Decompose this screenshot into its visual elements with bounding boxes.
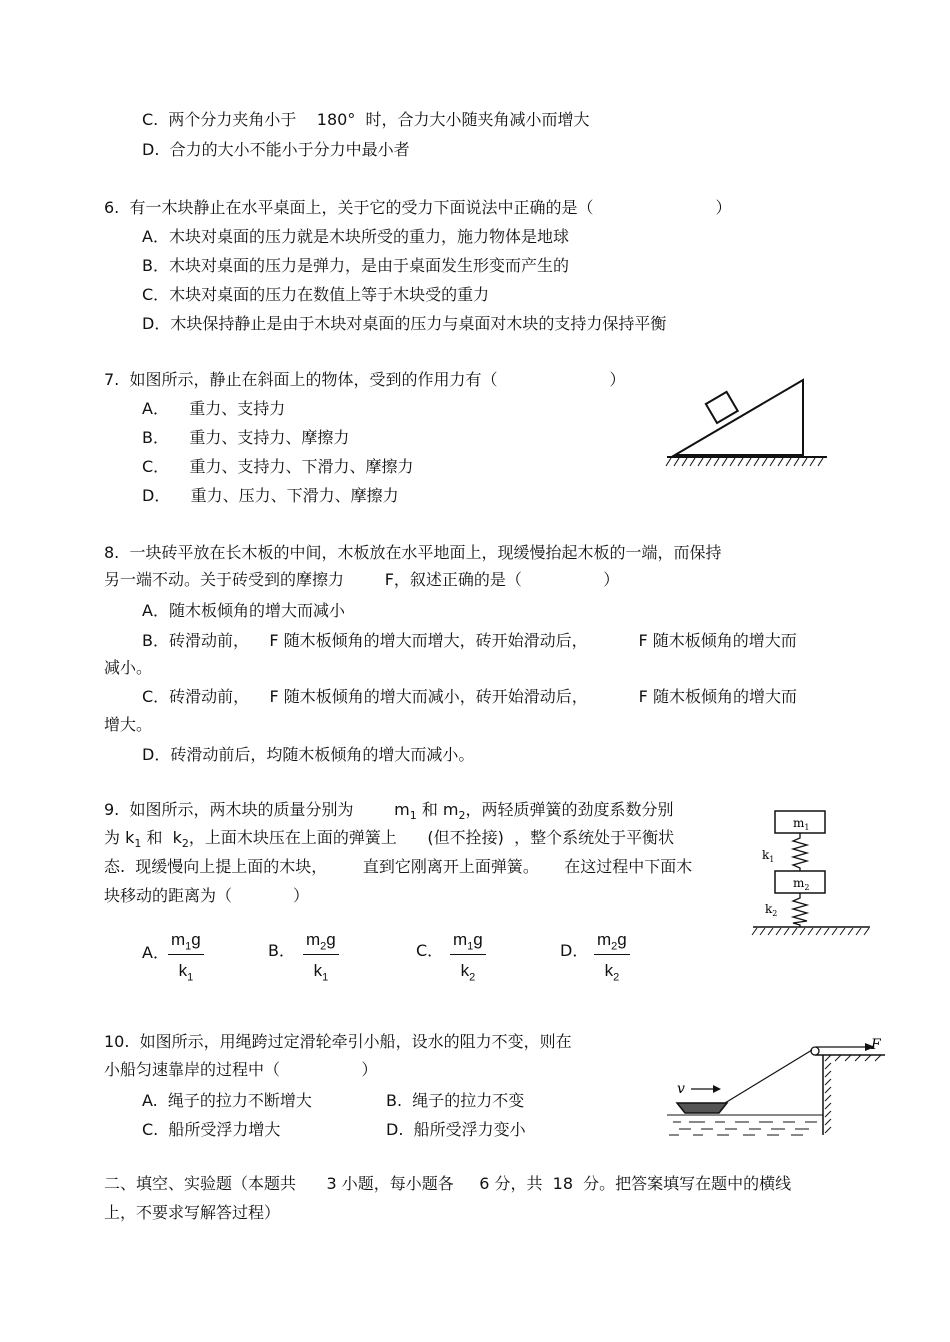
svg-text:m2: $m_2$ [793,876,810,892]
q9-option-a-label: A． [142,943,169,962]
section2-heading-line2: 上，不要求写解答过程） [104,1203,281,1222]
svg-text:k2: $k_2$ [765,902,778,918]
incline-triangle [675,380,803,455]
block-on-incline [706,392,738,423]
q7-stem: 7. 如图所示，静止在斜面上的物体，受到的作用力有（ ） [104,370,626,389]
q8-option-c-line2: 增大。 [104,715,153,734]
q8-stem-line2: 另一端不动。关于砖受到的摩擦力 F，叙述正确的是（ ） [104,570,620,589]
mass-m2: $m_2$ [442,800,466,823]
q7-option-c: C． 重力、支持力、下滑力、摩擦力 [142,457,414,476]
bank-hatch [825,1055,881,1133]
svg-text:k1: $k_1$ [762,848,775,864]
section2-heading-line1: 二、填空、实验题（本题共 3 小题，每小题各 6 分，共 18 分。把答案填写在题中的横线 [104,1174,792,1193]
q8-stem-line1: 8. 一块砖平放在长木板的中间，木板放在水平地面上，现缓慢抬起木板的一端，而保持 [104,543,722,562]
q5-option-c: C. 两个分力夹角小于 180° 时，合力大小随夹角减小而增大 [142,110,590,129]
q8-option-a: A．随木板倾角的增大而减小 [142,601,345,620]
q10-option-a: A. 绳子的拉力不断增大 [142,1091,312,1110]
q8-option-d: D．砖滑动前后，均随木板倾角的增大而减小。 [142,745,475,764]
ground-hatch [666,458,823,466]
q6-stem: 6. 有一木块静止在水平桌面上，关于它的受力下面说法中正确的是（ ） [104,198,732,217]
boat [677,1103,727,1113]
incline-figure [665,375,835,470]
boat-pulley-figure [665,1035,890,1140]
q7-option-b: B． 重力、支持力、摩擦力 [142,428,350,447]
q7-option-d: D． 重力、压力、下滑力、摩擦力 [142,486,399,505]
q6-option-a: A．木块对桌面的压力就是木块所受的重力，施力物体是地球 [142,227,569,246]
spring-k1 [793,833,807,871]
q9-option-b-label: B． [268,941,295,960]
q6-option-d: D．木块保持静止是由于木块对桌面的压力与桌面对木块的支持力保持平衡 [142,314,667,333]
ground-hatch [752,928,869,935]
pulley [811,1047,819,1055]
q6-option-b: B．木块对桌面的压力是弹力，是由于桌面发生形变而产生的 [142,256,569,275]
q10-option-d: D. 船所受浮力变小 [386,1120,526,1139]
q7-option-a: A． 重力、支持力 [142,399,286,418]
q8-option-b-line1: B．砖滑动前， F 随木板倾角的增大而增大，砖开始滑动后， F 随木板倾角的增大而 [142,631,797,650]
rope [725,1050,812,1103]
water [667,1115,823,1135]
q9-option-c-fraction: $\frac{m_1g}{k_2}$ [450,930,486,984]
q9-stem-line2: 为 $k_1$ 和 $k_2$，上面木块压在上面的弹簧上 (但不拴接) ，整个系统处于平衡状 [104,828,675,851]
q10-option-c: C. 船所受浮力增大 [142,1120,281,1139]
velocity-label: v [677,1081,685,1097]
q10-stem-line1: 10. 如图所示，用绳跨过定滑轮牵引小船，设水的阻力不变，则在 [104,1032,572,1051]
q5-option-d: D. 合力的大小不能小于分力中最小者 [142,140,410,159]
q9-stem-line1: 9. 如图所示，两木块的质量分别为 $m_1$ 和 $m_2$，两轻质弹簧的劲度系数分别 [104,800,674,823]
q8-option-b-line2: 减小。 [104,658,153,677]
q9-option-c-label: C． [416,941,444,960]
q9-stem-line3: 态. 现缓慢向上提上面的木块， 直到它刚离开上面弹簧。 在这过程中下面木 [104,857,693,876]
q6-option-c: C．木块对桌面的压力在数值上等于木块受的重力 [142,285,490,304]
q9-stem-line4: 块移动的距离为（ ） [104,886,310,905]
svg-text:m1: $m_1$ [793,816,810,832]
q10-stem-line2: 小船匀速靠岸的过程中（ ） [104,1060,378,1079]
q9-option-d-fraction: $\frac{m_2g}{k_2}$ [594,930,630,984]
spring-k2 [793,893,807,927]
q8-option-c-line1: C．砖滑动前， F 随木板倾角的增大而减小，砖开始滑动后， F 随木板倾角的增大而 [142,687,797,706]
force-label: F [871,1037,881,1053]
spring-blocks-figure [745,805,875,940]
q9-option-b-fraction: $\frac{m_2g}{k_1}$ [303,930,339,984]
mass-m1: $m_1$ [394,800,417,823]
q9-option-a-fraction: $\frac{m_1g}{k_1}$ [168,930,204,984]
q9-option-d-label: D． [560,941,589,960]
q10-option-b: B. 绳子的拉力不变 [386,1091,525,1110]
